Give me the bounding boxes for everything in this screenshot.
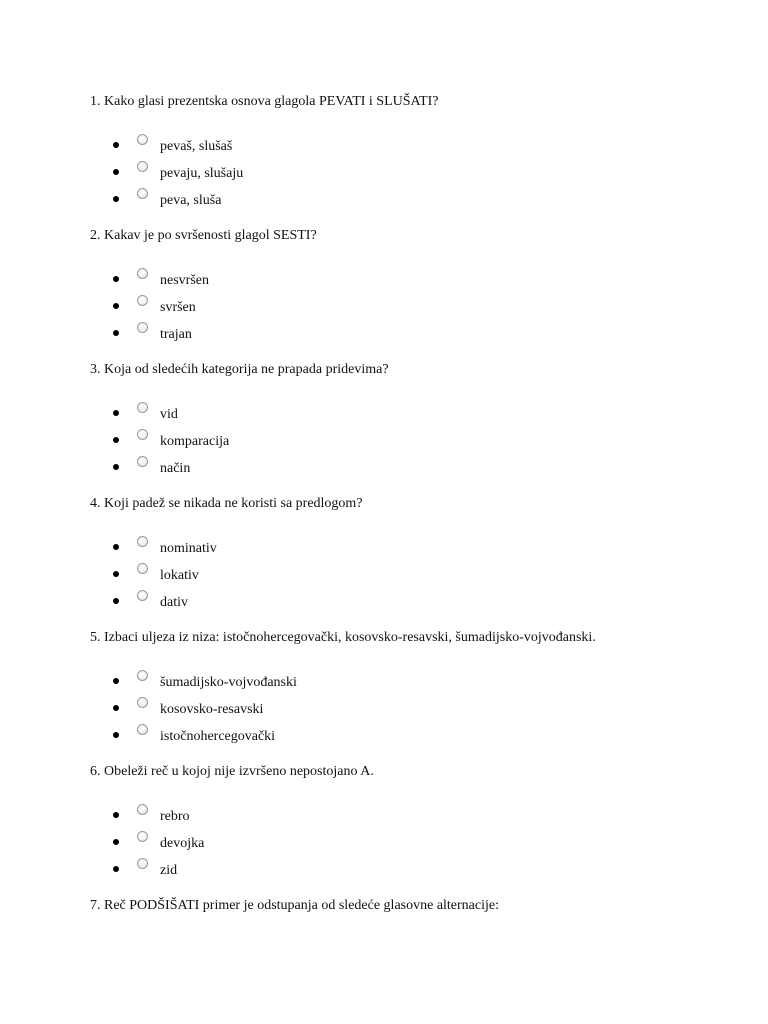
bullet-icon <box>113 571 119 577</box>
radio-button[interactable] <box>137 831 148 842</box>
option-label: kosovsko-resavski <box>160 702 264 717</box>
bullet-icon <box>113 678 119 684</box>
option-label: način <box>160 461 191 476</box>
option-3c[interactable] <box>113 455 190 475</box>
radio-button[interactable] <box>137 134 148 145</box>
bullet-icon <box>113 544 119 550</box>
option-6c[interactable] <box>113 857 177 877</box>
bullet-icon <box>113 303 119 309</box>
bullet-icon <box>113 866 119 872</box>
radio-button[interactable] <box>137 670 148 681</box>
bullet-icon <box>113 732 119 738</box>
radio-button[interactable] <box>137 804 148 815</box>
option-label: komparacija <box>160 434 230 449</box>
question-4: 4. Koji padež se nikada ne koristi sa predlogom? <box>90 496 363 511</box>
option-label: vid <box>160 407 178 422</box>
option-5a[interactable] <box>113 669 297 689</box>
option-1a[interactable] <box>113 133 232 153</box>
radio-button[interactable] <box>137 697 148 708</box>
option-label: istočnohercegovački <box>160 729 276 744</box>
question-5: 5. Izbaci uljeza iz niza: istočnohercegovački, kosovsko-resavski, šumadijsko-vojvođanski. <box>90 630 596 645</box>
option-label: zid <box>160 863 178 878</box>
bullet-icon <box>113 598 119 604</box>
option-2b[interactable] <box>113 294 196 314</box>
question-3: 3. Koja od sledećih kategorija ne prapada pridevima? <box>90 362 389 377</box>
question-7: 7. Reč PODŠIŠATI primer je odstupanja od sledeće glasovne alternacije: <box>90 898 499 913</box>
option-label: šumadijsko-vojvođanski <box>160 675 297 690</box>
radio-button[interactable] <box>137 724 148 735</box>
radio-button[interactable] <box>137 456 148 467</box>
radio-button[interactable] <box>137 161 148 172</box>
bullet-icon <box>113 410 119 416</box>
option-3b[interactable] <box>113 428 229 448</box>
option-label: trajan <box>160 327 192 342</box>
question-1: 1. Kako glasi prezentska osnova glagola PEVATI i SLUŠATI? <box>90 94 439 109</box>
question-6: 6. Obeleži reč u kojoj nije izvršeno nepostojano A. <box>90 764 374 779</box>
option-label: nesvršen <box>160 273 209 288</box>
radio-button[interactable] <box>137 268 148 279</box>
option-1c[interactable] <box>113 187 221 207</box>
option-label: pevaju, slušaju <box>160 166 244 181</box>
option-label: dativ <box>160 595 188 610</box>
option-label: peva, sluša <box>160 193 222 208</box>
option-label: nominativ <box>160 541 217 556</box>
option-label: lokativ <box>160 568 199 583</box>
radio-button[interactable] <box>137 429 148 440</box>
radio-button[interactable] <box>137 590 148 601</box>
option-4b[interactable] <box>113 562 199 582</box>
radio-button[interactable] <box>137 858 148 869</box>
radio-button[interactable] <box>137 295 148 306</box>
option-3a[interactable] <box>113 401 178 421</box>
bullet-icon <box>113 276 119 282</box>
option-4c[interactable] <box>113 589 188 609</box>
option-6b[interactable] <box>113 830 204 850</box>
option-2c[interactable] <box>113 321 192 341</box>
bullet-icon <box>113 705 119 711</box>
bullet-icon <box>113 812 119 818</box>
radio-button[interactable] <box>137 188 148 199</box>
option-2a[interactable] <box>113 267 209 287</box>
option-6a[interactable] <box>113 803 190 823</box>
bullet-icon <box>113 839 119 845</box>
bullet-icon <box>113 437 119 443</box>
radio-button[interactable] <box>137 402 148 413</box>
radio-button[interactable] <box>137 536 148 547</box>
bullet-icon <box>113 142 119 148</box>
bullet-icon <box>113 196 119 202</box>
radio-button[interactable] <box>137 563 148 574</box>
option-5c[interactable] <box>113 723 275 743</box>
bullet-icon <box>113 464 119 470</box>
bullet-icon <box>113 330 119 336</box>
option-4a[interactable] <box>113 535 217 555</box>
option-5b[interactable] <box>113 696 263 716</box>
question-2: 2. Kakav je po svršenosti glagol SESTI? <box>90 228 317 243</box>
option-label: rebro <box>160 809 190 824</box>
bullet-icon <box>113 169 119 175</box>
option-label: devojka <box>160 836 205 851</box>
option-label: pevaš, slušaš <box>160 139 233 154</box>
radio-button[interactable] <box>137 322 148 333</box>
option-label: svršen <box>160 300 196 315</box>
option-1b[interactable] <box>113 160 243 180</box>
